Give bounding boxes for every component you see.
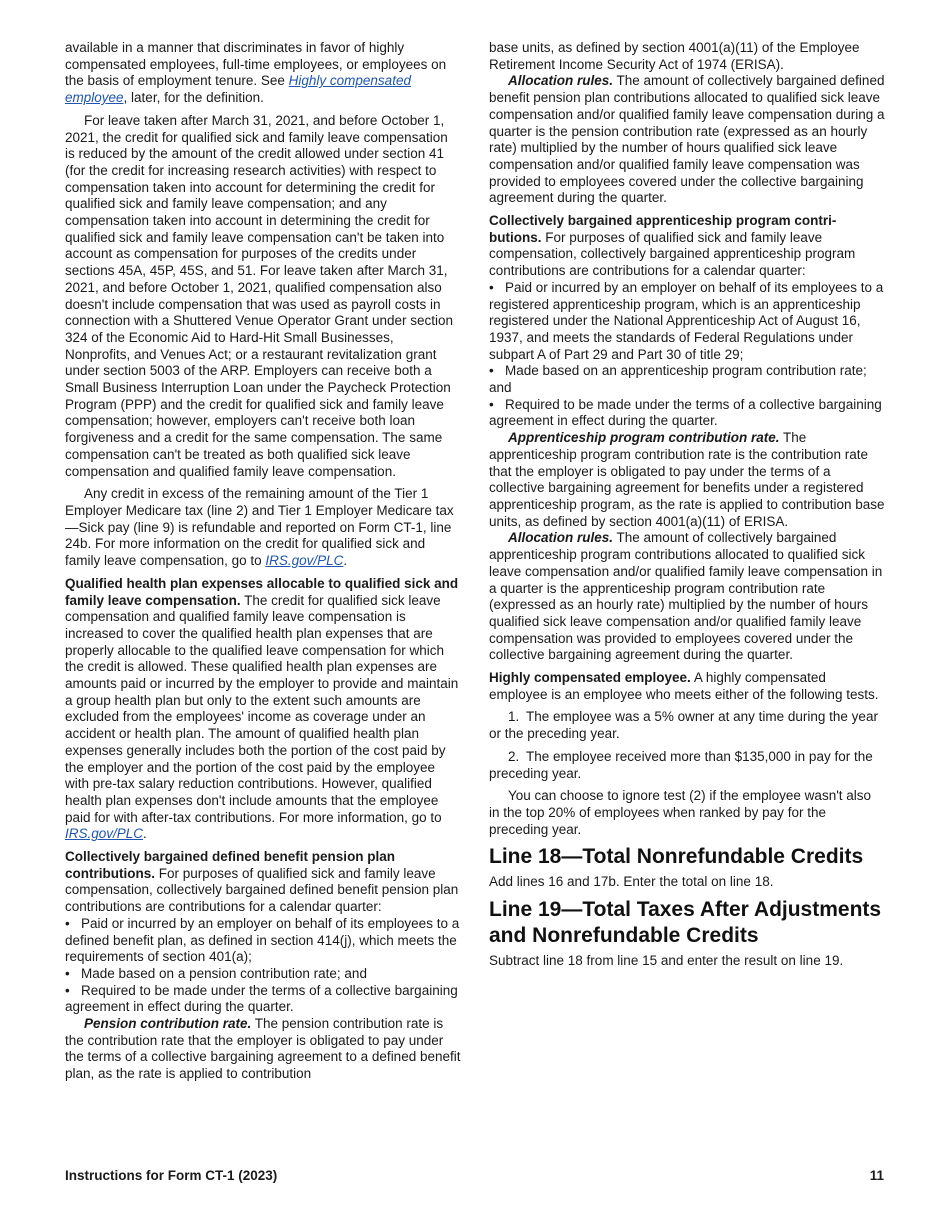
section-highly-compensated-employee: Highly compensated employee. A highly compensated employee is an employee who meets either of the following tests.	[489, 670, 879, 702]
list-item: • Paid or incurred by an employer on behalf of its employees to a defined benefit plan, as defined in section 414(j), which meets the requirements of section 401(a);	[65, 916, 461, 966]
right-column	[489, 40, 885, 976]
list-item: 2. The employee received more than $135,000 in pay for the preceding year.	[489, 748, 873, 781]
paragraph-line-19: Subtract line 18 from line 15 and enter the result on line 19.	[489, 953, 844, 969]
heading-highly-compensated-employee: Highly compensated employee.	[489, 670, 691, 686]
section-apprenticeship-rate: Apprenticeship program contribution rate. The apprenticeship program contribution rate is the contribution rate that the employer is obligated to pay under the terms of a collective bargaining agreement for benefits under a registered apprenticeship program, as the rate is applied to contribution base units, as defined by section 4001(a)(11) of ERISA.	[489, 430, 885, 529]
heading-apprenticeship-rate: Apprenticeship program contribution rate.	[508, 430, 780, 446]
left-column	[65, 40, 461, 1089]
heading-allocation-rules: Allocation rules.	[508, 73, 614, 89]
footer-page-number: 11	[869, 1168, 884, 1183]
list-item: • Made based on an apprenticeship program contribution rate; and	[489, 363, 885, 396]
heading-line-19: Line 19—Total Taxes After Adjustments and Nonrefundable Credits	[489, 898, 882, 948]
paragraph-refundable-credit: Any credit in excess of the remaining amount of the Tier 1 Employer Medicare tax (line 2) and Tier 1 Employer Medicare tax—Sick pay (line 9) is refundable and reported on Form CT-1, line 24b. For more information on the credit for qualified sick and family leave compensation, go to IRS.gov/PLC.	[65, 486, 454, 569]
footer-form-title: Instructions for Form CT-1 (2023)	[65, 1168, 278, 1183]
section-pension-plan-contributions: Collectively bargained defined benefit pension plan contributions. For purposes of qualified sick and family leave compensation, collectively bargained defined benefit pension plan contributions are contributions for a calendar quarter:	[65, 849, 459, 915]
paragraph-leave-taken: For leave taken after March 31, 2021, and before October 1, 2021, the credit for qualified sick and family leave compensation is reduced by the amount of the credit allowed under section 41 (for the credit for increasing research activities) with respect to compensation taken into account for determining the credit for qualified sick and family leave compensation; and any compensation taken into account in determining the credit for qualified sick and family leave compensation can't be taken into account as compensation for purposes of the credits under sections 45A, 45P, 45S, and 51. For leave taken after March 31, 2021, and before October 1, 2021, qualified compensation also doesn't include compensation that was used as payroll costs in connection with a Shuttered Venue Operator Grant under section 324 of the Economic Aid to Hard-Hit Small Businesses, Nonprofits, and Venues Act; or a restaurant revitalization grant under section 5003 of the ARP. Employers can receive both a Small Business Interruption Loan under the Paycheck Protection Program (PPP) and the credit for qualified sick and family leave compensation; however, employers can't receive both loan forgiveness and a credit for the same compensation. The same compensation can't be treated as both qualified sick leave compensation and qualified family leave compensation.	[65, 112, 453, 479]
list-item: 1. The employee was a 5% owner at any time during the year or the preceding year.	[489, 709, 878, 742]
heading-line-18: Line 18—Total Nonrefundable Credits	[489, 845, 864, 869]
section-allocation-rules-pension: Allocation rules. The amount of collectively bargained defined benefit pension plan contributions allocated to qualified sick leave compensation and/or qualified family leave compensation during a quarter is the pension contribution rate (expressed as an hourly rate) multiplied by the number of hours qualified sick leave compensation and/or qualified family leave compensation was provided to employees covered under the collective bargaining agreement during the quarter.	[489, 73, 885, 206]
highly-compensated-employee-link[interactable]: Highly compensated employee	[65, 73, 411, 106]
heading-qualified-health-plan: Qualified health plan expenses allocable to qualified sick and family leave compensation.	[65, 575, 459, 608]
paragraph-ignore-test: You can choose to ignore test (2) if the employee wasn't also in the top 20% of employees when ranked by pay for the preceding year.	[489, 788, 872, 837]
section-pension-contribution-rate: Pension contribution rate. The pension contribution rate is the contribution rate that the employer is obligated to pay under the terms of a collective bargaining agreement to a defined benefit plan, as the rate is applied to contribution	[65, 1016, 461, 1082]
heading-pension-plan-contributions: Collectively bargained defined benefit pension plan contributions.	[65, 849, 396, 881]
heading-allocation-rules-2: Allocation rules.	[508, 530, 614, 546]
section-qualified-health-plan: Qualified health plan expenses allocable to qualified sick and family leave compensation. The credit for qualified sick leave compensation and qualified family leave compensation is increased to cover the qualified health plan expenses that are properly allocable to the qualified leave compensation for which the credit is allowed. These qualified health plan expenses are amounts paid or incurred by the employer to provide and maintain a group health plan but only to the extent such amounts are excluded from the employees' income as coverage under an accident or health plan. The amount of qualified health plan expenses generally includes both the portion of the cost paid by the employer and the portion of the cost paid by the employee with pre-tax salary reduction contributions. However, qualified health plan expenses don't include amounts that the employee paid for with after-tax contributions. For more information, go to IRS.gov/PLC.	[65, 575, 459, 842]
list-item: • Required to be made under the terms of a collective bargaining agreement in effect during the quarter.	[489, 397, 885, 430]
section-apprenticeship-contributions: Collectively bargained apprenticeship program contri-butions. For purposes of qualified sick and family leave compensation, collectively bargained apprenticeship program contributions are contributions for a calendar quarter:	[489, 213, 856, 279]
list-item: • Made based on a pension contribution rate; and	[65, 966, 461, 983]
list-item: • Required to be made under the terms of a collective bargaining agreement in effect during the quarter.	[65, 983, 461, 1016]
paragraph-base-units: base units, as defined by section 4001(a)(11) of the Employee Retirement Income Security Act of 1974 (ERISA).	[489, 40, 860, 72]
section-allocation-rules-apprenticeship: Allocation rules. The amount of collectively bargained apprenticeship program contributions allocated to qualified sick leave compensation and/or qualified family leave compensation in a quarter is the apprenticeship program contribution rate (expressed as an hourly rate) multiplied by the number of hours qualified sick leave compensation and/or qualified family leave compensation was provided to employees covered under the collective bargaining agreement during the quarter.	[489, 530, 883, 663]
list-item: • Paid or incurred by an employer on behalf of its employees to a registered apprenticeship program, which is an apprenticeship registered under the National Apprenticeship Act of August 16, 1937, and meets the standards of Federal Regulations under subpart A of Part 29 and Part 30 of title 29;	[489, 280, 885, 364]
irs-plc-link[interactable]: IRS.gov/PLC	[265, 553, 344, 569]
heading-apprenticeship-contributions: Collectively bargained apprenticeship program contri-butions.	[489, 213, 837, 245]
heading-pension-contribution-rate: Pension contribution rate.	[84, 1016, 252, 1032]
irs-plc-link-2[interactable]: IRS.gov/PLC	[65, 826, 144, 842]
paragraph-intro: available in a manner that discriminates in favor of highly compensated employees, full-time employees, or employees on the basis of employment tenure. See Highly compensated employee, later, for the definition.	[65, 40, 447, 106]
paragraph-line-18: Add lines 16 and 17b. Enter the total on line 18.	[489, 874, 774, 890]
